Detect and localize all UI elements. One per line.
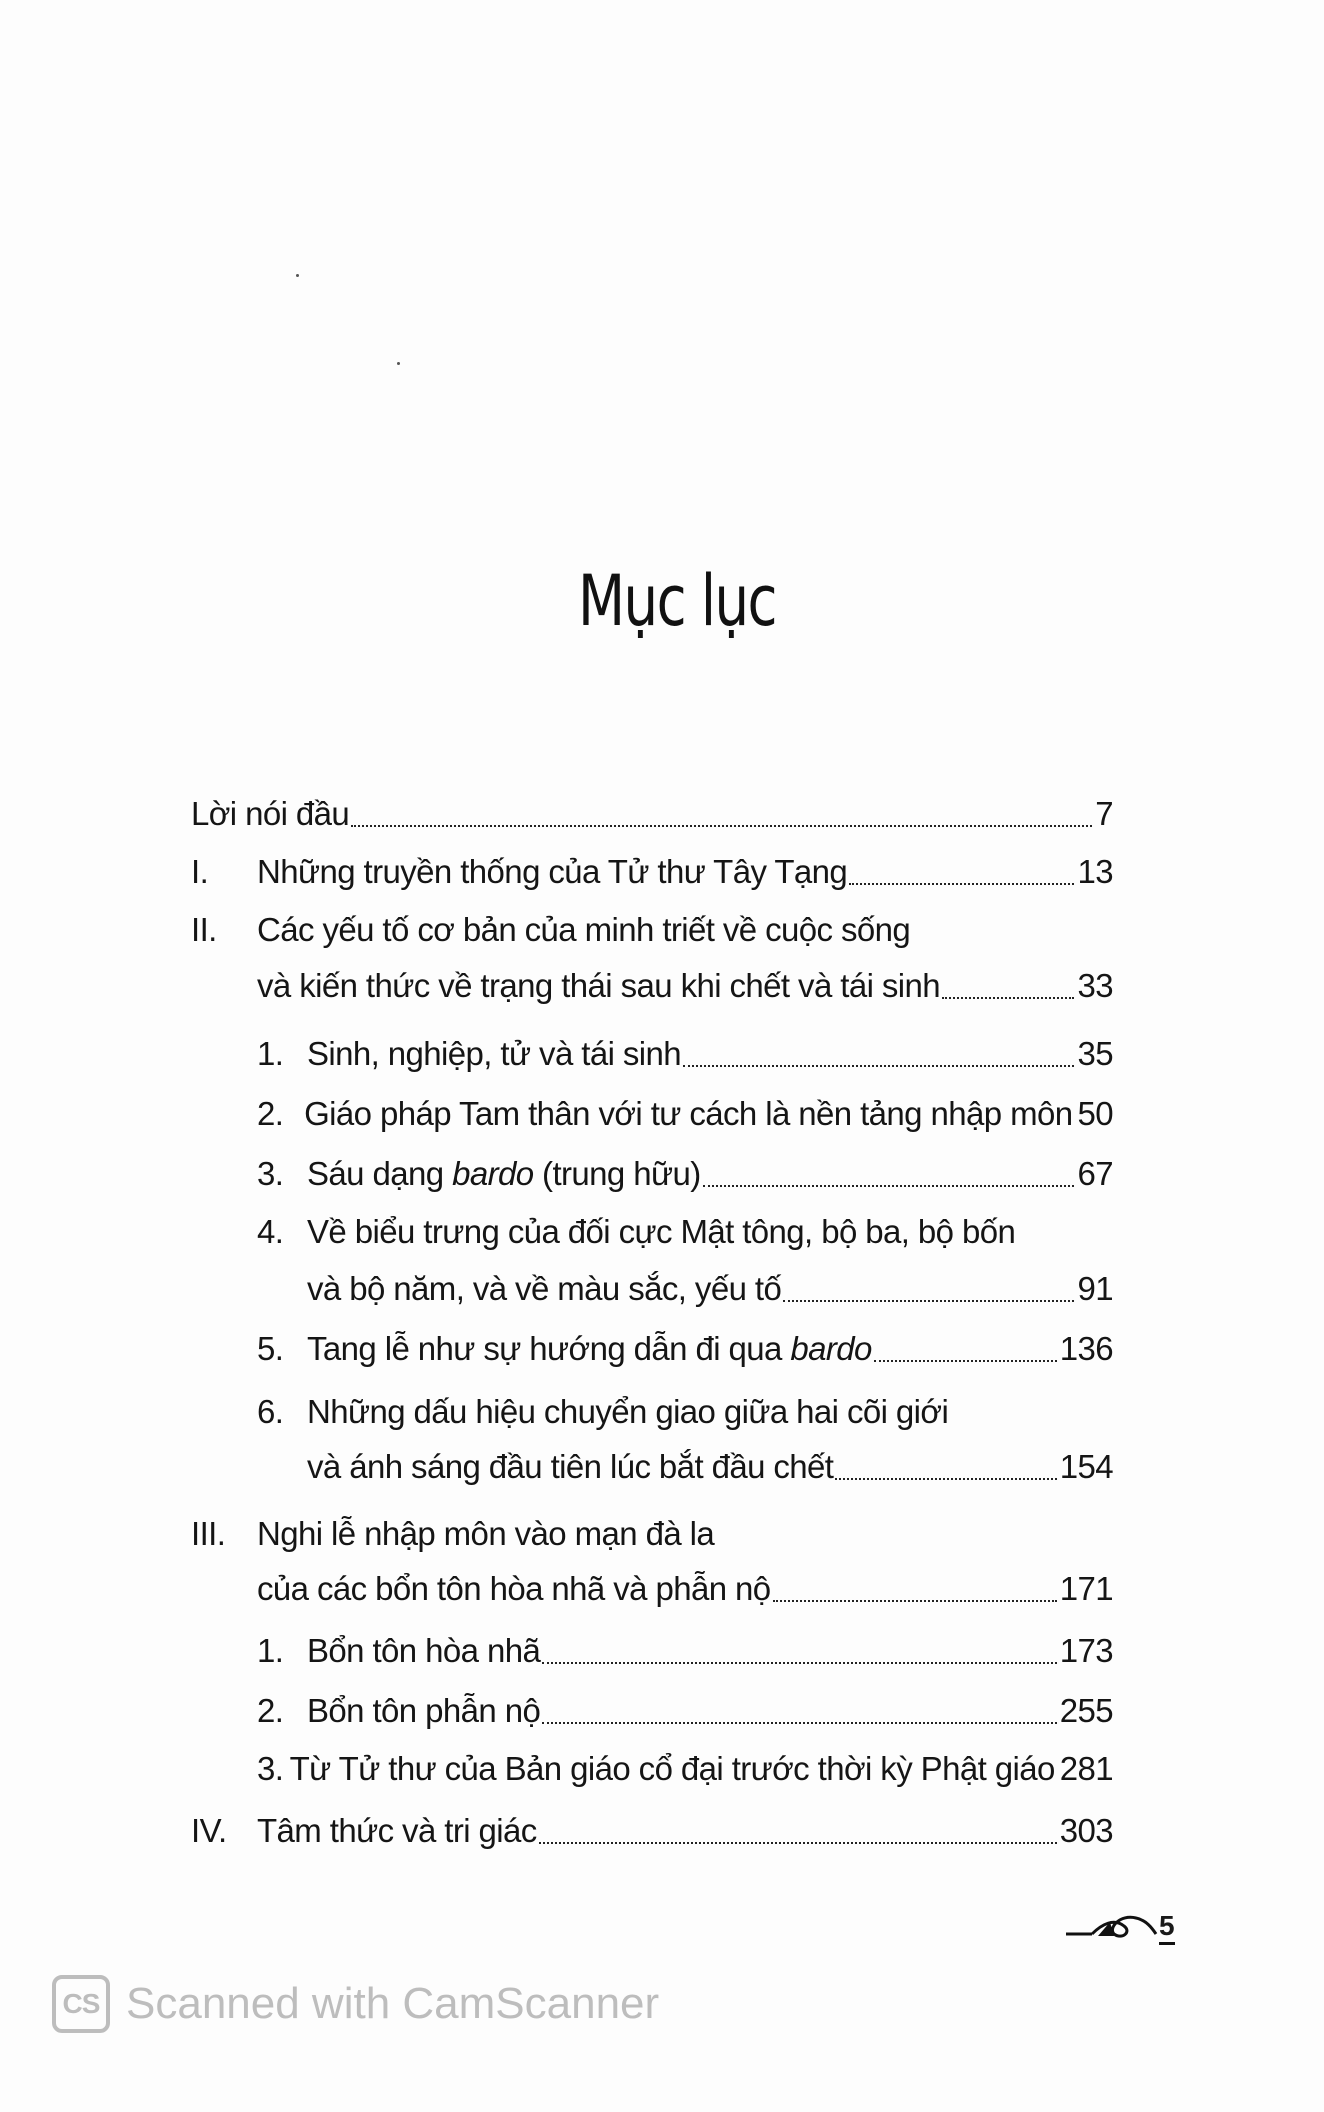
toc-entry-title-continued: và bộ năm, và về màu sắc, yếu tố (307, 1270, 782, 1307)
toc-page-number: 281 (1059, 1750, 1113, 1787)
dot-leader (351, 821, 1092, 827)
page-title: Mục lục (578, 560, 776, 642)
toc-entry-title: Về biểu trưng của đối cực Mật tông, bộ ba, bộ bốn (307, 1213, 1016, 1250)
toc-page-number: 35 (1077, 1035, 1113, 1072)
decorative-flourish-icon (1062, 1900, 1158, 1944)
dot-leader (542, 1718, 1057, 1724)
scan-speck (397, 362, 400, 365)
italic-term: bardo (790, 1330, 872, 1367)
toc-page-number: 13 (1077, 853, 1113, 890)
toc-page-number: 171 (1059, 1570, 1113, 1607)
toc-page-number: 255 (1059, 1692, 1113, 1729)
toc-entry-title: Từ Tử thư của Bản giáo cổ đại trước thời kỳ Phật giáo (289, 1750, 1055, 1787)
toc-page-number: 173 (1059, 1632, 1113, 1669)
toc-entry-number: 6. (257, 1393, 284, 1430)
toc-entry-number: III. (191, 1515, 226, 1552)
toc-entry-number: 4. (257, 1213, 284, 1250)
toc-entry-title: Giáo pháp Tam thân với tư cách là nền tảng nhập môn (304, 1095, 1073, 1132)
toc-entry-title: Sáu dạng bardo (trung hữu) (307, 1155, 701, 1192)
toc-entry-title-continued: và kiến thức về trạng thái sau khi chết và tái sinh (257, 967, 941, 1004)
toc-entry-title: Những truyền thống của Tử thư Tây Tạng (257, 853, 848, 890)
watermark-text: Scanned with CamScanner (126, 1979, 660, 2028)
dot-leader (835, 1474, 1056, 1480)
toc-entry-title-continued: của các bổn tôn hòa nhã và phẫn nộ (257, 1570, 771, 1607)
toc-entry-title: Bổn tôn hòa nhã (307, 1632, 541, 1669)
toc-page-number: 136 (1059, 1330, 1113, 1367)
toc-entry-number: II. (191, 911, 217, 948)
toc-entry-number: I. (191, 853, 209, 890)
toc-entry-number: 2. (257, 1692, 284, 1729)
toc-entry-title: Bổn tôn phẫn nộ (307, 1692, 541, 1729)
toc-entry-title: Tâm thức và tri giác (257, 1812, 537, 1849)
toc-entry-number: 1. (257, 1632, 284, 1669)
italic-term: bardo (452, 1155, 534, 1192)
toc-entry-number: 5. (257, 1330, 284, 1367)
toc-page-number: 154 (1059, 1448, 1113, 1485)
toc-page-number: 303 (1059, 1812, 1113, 1849)
toc-entry-number: IV. (191, 1812, 227, 1849)
toc-entry-title: Những dấu hiệu chuyển giao giữa hai cõi giới (307, 1393, 949, 1430)
toc-entry-title: Sinh, nghiệp, tử và tái sinh (307, 1035, 682, 1072)
toc-page-number: 91 (1077, 1270, 1113, 1307)
scanner-watermark (52, 1975, 659, 2033)
toc-entry-title-continued: và ánh sáng đầu tiên lúc bắt đầu chết (307, 1448, 834, 1485)
dot-leader (703, 1181, 1075, 1187)
toc-entry-title: Các yếu tố cơ bản của minh triết về cuộc sống (257, 911, 911, 948)
dot-leader (849, 879, 1074, 885)
camscanner-logo-icon: CS (52, 1975, 110, 2033)
toc-entry-number: 3. (257, 1750, 284, 1787)
dot-leader (542, 1658, 1057, 1664)
toc-entry-number: 3. (257, 1155, 284, 1192)
toc-entry-number: 2. (257, 1095, 284, 1132)
dot-leader (783, 1296, 1074, 1302)
dot-leader (773, 1596, 1057, 1602)
dot-leader (874, 1356, 1057, 1362)
dot-leader (683, 1061, 1074, 1067)
toc-entry-number: 1. (257, 1035, 284, 1072)
toc-page-number: 33 (1077, 967, 1113, 1004)
toc-page-number: 7 (1095, 795, 1113, 832)
toc-page-number: 50 (1077, 1095, 1113, 1132)
page-number: 5 (1159, 1912, 1175, 1945)
dot-leader (539, 1838, 1057, 1844)
scan-speck (296, 274, 299, 277)
toc-entry-title: Lời nói đầu (191, 795, 350, 832)
toc-entry-title: Nghi lễ nhập môn vào mạn đà la (257, 1515, 715, 1552)
toc-entry-title: Tang lễ như sự hướng dẫn đi qua bardo (307, 1330, 872, 1367)
toc-page-number: 67 (1077, 1155, 1113, 1192)
dot-leader (942, 993, 1074, 999)
